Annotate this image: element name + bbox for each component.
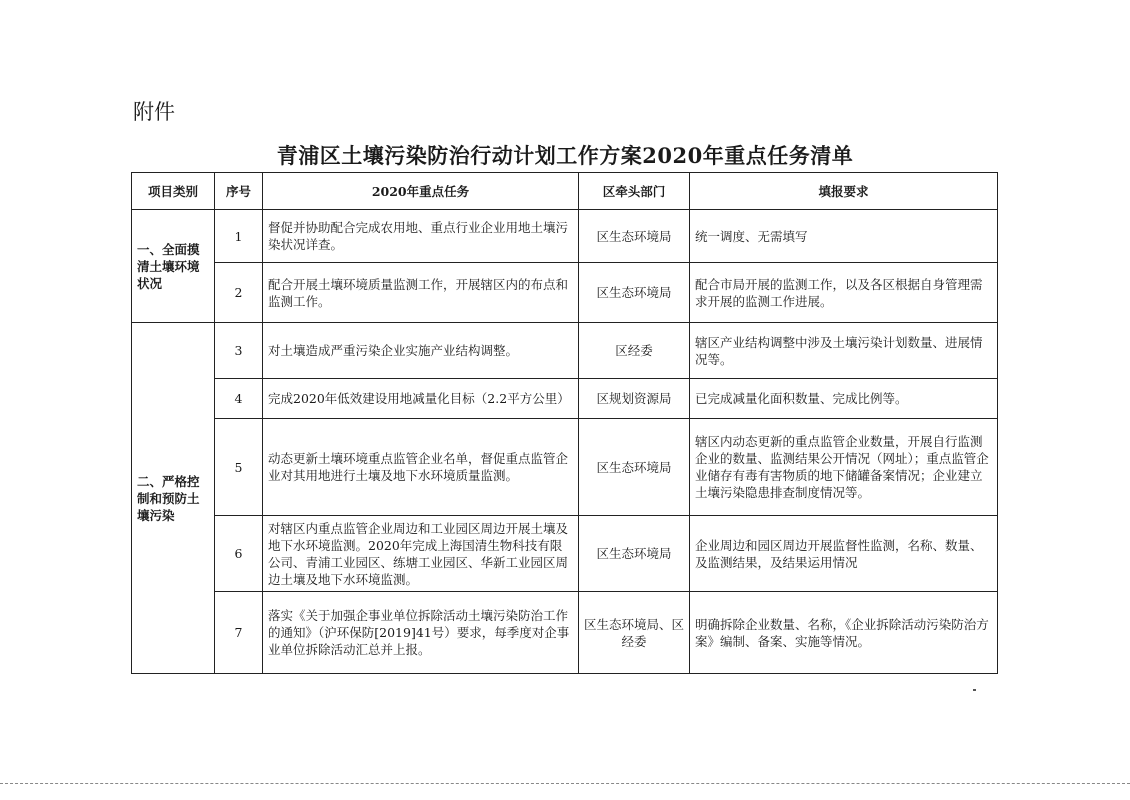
row-requirement: 辖区内动态更新的重点监管企业数量，开展自行监测企业的数量、监测结果公开情况（网址）；重点监管企业储存有毒有害物质的地下储罐备案情况；企业建立土壤污染隐患排查制度情况等。: [690, 419, 998, 516]
row-task: 完成2020年低效建设用地减量化目标（2.2平方公里）: [263, 379, 579, 419]
scan-speck: [973, 689, 976, 691]
row-task: 对土壤造成严重污染企业实施产业结构调整。: [263, 323, 579, 379]
page-bottom-rule: [0, 783, 1130, 784]
row-requirement: 统一调度、无需填写: [690, 210, 998, 263]
table-header-row: [132, 173, 998, 210]
row-requirement: 配合市局开展的监测工作，以及各区根据自身管理需求开展的监测工作进展。: [690, 263, 998, 323]
row-department: 区生态环境局、区经委: [579, 592, 690, 674]
row-number: 6: [215, 516, 263, 592]
row-number: 1: [215, 210, 263, 263]
row-department: 区生态环境局: [579, 419, 690, 516]
row-requirement: 辖区产业结构调整中涉及土壤污染计划数量、进展情况等。: [690, 323, 998, 379]
header-task: 2020年重点任务: [263, 173, 579, 210]
table-row: [132, 419, 998, 516]
row-number: 7: [215, 592, 263, 674]
table-row: [132, 323, 998, 379]
row-task: 督促并协助配合完成农用地、重点行业企业用地土壤污染状况详查。: [263, 210, 579, 263]
row-department: 区生态环境局: [579, 516, 690, 592]
task-table: [131, 172, 998, 674]
table-row: [132, 592, 998, 674]
row-requirement: 明确拆除企业数量、名称，《企业拆除活动污染防治方案》编制、备案、实施等情况。: [690, 592, 998, 674]
table-row: [132, 379, 998, 419]
document-title: 青浦区土壤污染防治行动计划工作方案2020年重点任务清单: [276, 143, 854, 168]
row-requirement: 企业周边和园区周边开展监督性监测，名称、数量、及监测结果，及结果运用情况: [690, 516, 998, 592]
row-requirement: 已完成减量化面积数量、完成比例等。: [690, 379, 998, 419]
row-task: 对辖区内重点监管企业周边和工业园区周边开展土壤及地下水环境监测。2020年完成上海国清生物科技有限公司、青浦工业园区、练塘工业园区、华新工业园区周边土壤及地下水环境监测。: [263, 516, 579, 592]
header-category: 项目类别: [132, 173, 215, 210]
row-number: 4: [215, 379, 263, 419]
table-row: [132, 210, 998, 263]
row-number: 3: [215, 323, 263, 379]
table-row: [132, 263, 998, 323]
row-number: 2: [215, 263, 263, 323]
row-department: 区生态环境局: [579, 263, 690, 323]
header-department: 区牵头部门: [579, 173, 690, 210]
category-cell: 一、全面摸清土壤环境状况: [132, 210, 215, 323]
row-task: 动态更新土壤环境重点监管企业名单，督促重点监管企业对其用地进行土壤及地下水环境质量监测。: [263, 419, 579, 516]
table-row: [132, 516, 998, 592]
row-task: 配合开展土壤环境质量监测工作，开展辖区内的布点和监测工作。: [263, 263, 579, 323]
row-task: 落实《关于加强企事业单位拆除活动土壤污染防治工作的通知》（沪环保防[2019]41号）要求，每季度对企事业单位拆除活动汇总并上报。: [263, 592, 579, 674]
row-number: 5: [215, 419, 263, 516]
row-department: 区经委: [579, 323, 690, 379]
attachment-label: 附件: [133, 100, 175, 124]
row-department: 区生态环境局: [579, 210, 690, 263]
category-cell: 二、严格控制和预防土壤污染: [132, 323, 215, 674]
header-requirement: 填报要求: [690, 173, 998, 210]
row-department: 区规划资源局: [579, 379, 690, 419]
header-number: 序号: [215, 173, 263, 210]
